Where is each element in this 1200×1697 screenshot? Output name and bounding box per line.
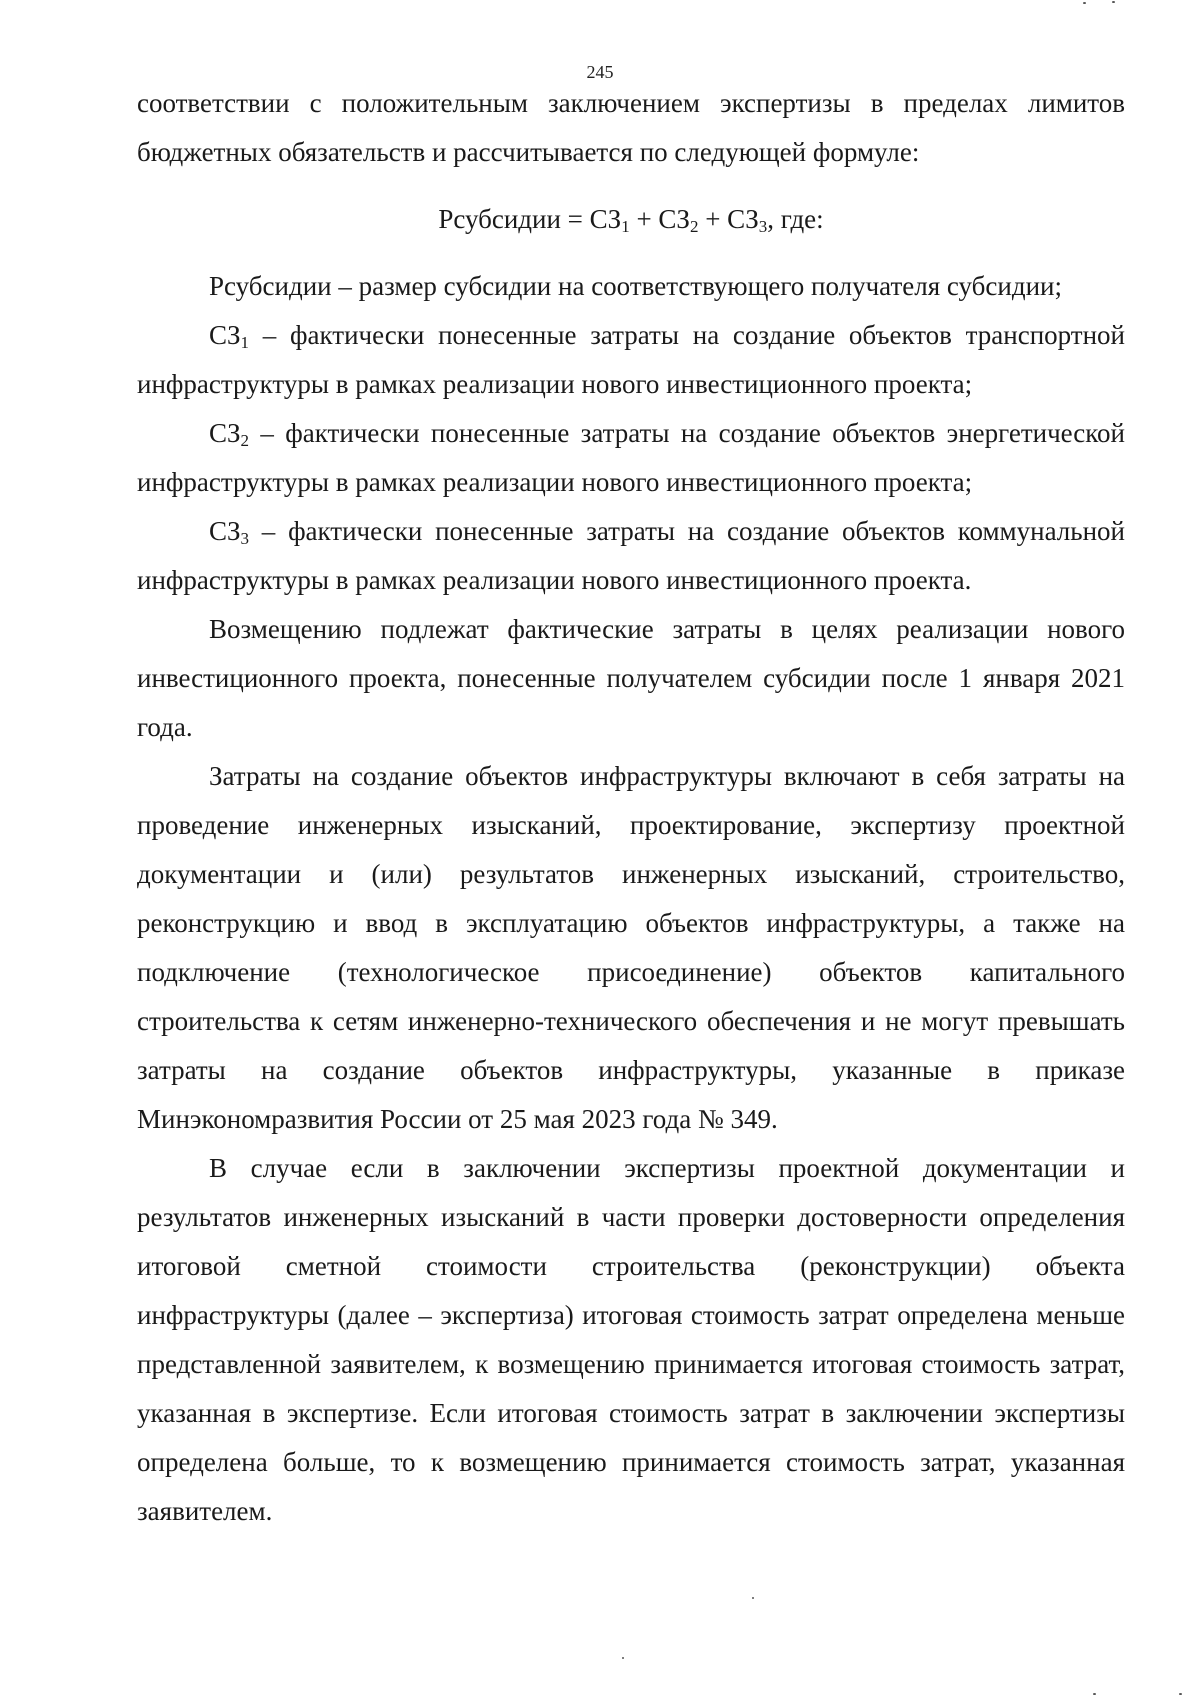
paragraph-expertise-case: В случае если в заключении экспертизы проектной документации и результатов инженерных изысканий в части проверки достоверности определения итоговой сметной стоимости строительства (реконструкции) объекта инфраструктуры (далее – экспертиза) итоговая стоимость затрат определена меньше представленной заявителем, к возмещению принимается итоговая стоимость затрат, указанная в экспертизе. Если итоговая стоимость затрат в заключении экспертизы определена больше, то к возмещению принимается стоимость затрат, указанная заявителем. <box>137 1153 1125 1526</box>
sz1-lead: СЗ <box>209 320 241 350</box>
page-number: 245 <box>586 62 614 82</box>
scan-speck <box>1112 1 1115 3</box>
sz1-text: – фактически понесенные затраты на создание объектов транспортной инфраструктуры в рамках реализации нового инвестиционного проекта; <box>137 320 1125 399</box>
formula <box>137 195 1125 244</box>
paragraph-definition-sz1 <box>137 311 1125 409</box>
sz3-text: – фактически понесенные затраты на создание объектов коммунальной инфраструктуры в рамках реализации нового инвестиционного проекта. <box>137 516 1125 595</box>
scan-speck <box>1093 1693 1096 1695</box>
sz3-lead: СЗ <box>209 516 241 546</box>
formula-sub-3: 3 <box>758 217 768 236</box>
scan-speck <box>752 1597 754 1599</box>
formula-term-2: + СЗ <box>629 204 690 234</box>
scan-speck <box>622 1657 624 1659</box>
sz3-sub: 3 <box>240 529 250 548</box>
formula-lhs: Рсубсидии = СЗ <box>438 204 622 234</box>
sz2-text: – фактически понесенные затраты на создание объектов энергетической инфраструктуры в рамках реализации нового инвестиционного проекта; <box>137 418 1125 497</box>
paragraph-continuation: соответствии с положительным заключением экспертизы в пределах лимитов бюджетных обязательств и рассчитывается по следующей формуле: <box>137 88 1125 167</box>
paragraph-reimbursement: Возмещению подлежат фактические затраты в целях реализации нового инвестиционного проекта, понесенные получателем субсидии после 1 января 2021 года. <box>137 614 1125 742</box>
scan-speck <box>1179 1693 1182 1695</box>
paragraph-definition-sz2 <box>137 409 1125 507</box>
formula-sub-2: 2 <box>689 217 699 236</box>
formula-term-3: + СЗ <box>698 204 759 234</box>
sz1-sub: 1 <box>240 333 250 352</box>
scan-speck <box>1083 2 1086 4</box>
paragraph-definition-sz3 <box>137 507 1125 605</box>
body-text <box>137 79 1125 1536</box>
sz2-lead: СЗ <box>209 418 241 448</box>
paragraph-definition-subsidy: Рсубсидии – размер субсидии на соответствующего получателя субсидии; <box>209 271 1062 301</box>
sz2-sub: 2 <box>240 431 250 450</box>
formula-tail: , где: <box>767 204 824 234</box>
paragraph-infrastructure-costs: Затраты на создание объектов инфраструктуры включают в себя затраты на проведение инженерных изысканий, проектирование, экспертизу проектной документации и (или) результатов инженерных изысканий, строительство, реконструкцию и ввод в эксплуатацию объектов инфраструктуры, а также на подключение (технологическое присоединение) объектов капитального строительства к сетям инженерно-технического обеспечения и не могут превышать затраты на создание объектов инфраструктуры, указанные в приказе Минэкономразвития России от 25 мая 2023 года № 349. <box>137 761 1125 1134</box>
formula-sub-1: 1 <box>621 217 630 236</box>
